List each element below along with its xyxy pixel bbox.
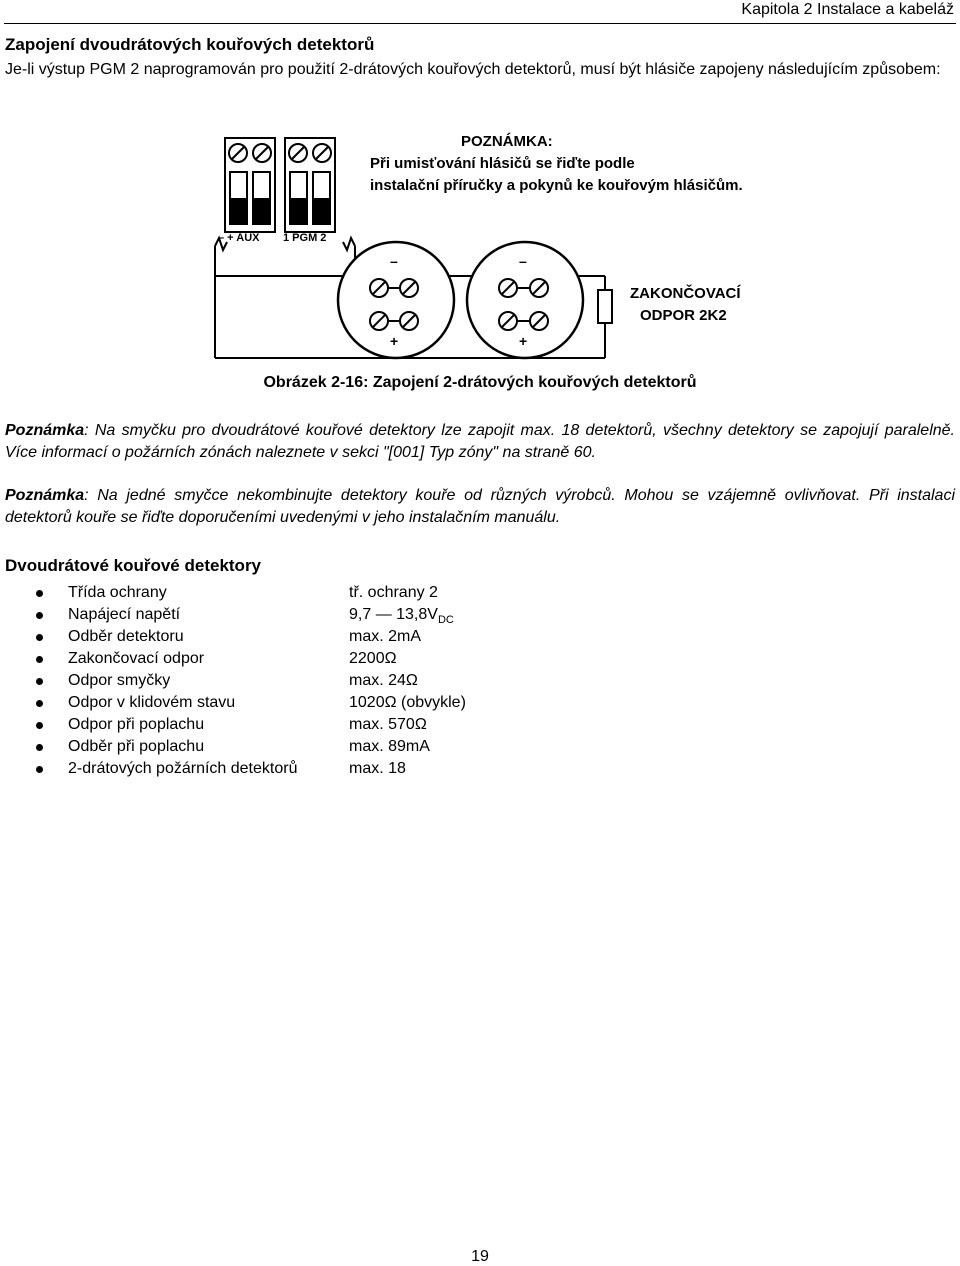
diagram-note-line-2: instalační příručky a pokynů ke kouřovým hlásičům. — [370, 177, 743, 194]
end-of-line-resistor — [598, 290, 612, 323]
detector-2-plus: + — [519, 333, 528, 349]
spec-item — [32, 736, 466, 758]
spec-label: Odpor při poplachu — [68, 716, 205, 733]
spec-value-main: 9,7 — 13,8V — [349, 606, 438, 623]
spec-value: tř. ochrany 2 — [349, 584, 438, 601]
aux-label: – + AUX — [218, 232, 260, 244]
pgm-terminal-block — [285, 138, 335, 232]
spec-label: Třída ochrany — [68, 584, 167, 601]
spec-item — [32, 648, 466, 670]
note-1-label: Poznámka — [5, 422, 85, 439]
resistor-label-2: ODPOR 2K2 — [640, 307, 727, 324]
spec-label: Odběr při poplachu — [68, 738, 205, 755]
spec-label: Odpor v klidovém stavu — [68, 694, 236, 711]
spec-item — [32, 604, 466, 626]
spec-item — [32, 758, 466, 780]
resistor-label-1: ZAKONČOVACÍ — [630, 285, 741, 302]
diagram-note-title: POZNÁMKA: — [461, 133, 553, 150]
aux-terminal-block — [225, 138, 275, 232]
detector-2-minus: – — [519, 253, 527, 269]
specs-list — [32, 582, 466, 780]
note-2-label: Poznámka — [5, 487, 85, 504]
wiring-diagram — [205, 128, 785, 368]
note-1-text: : Na smyčku pro dvoudrátové kouřové detektory lze zapojit max. 18 detektorů, všechny detektory se zapojují paralelně. Více informací o požárních zónách naleznete v sekci "[001] Typ zóny" na straně 60. — [5, 422, 955, 461]
figure-caption: Obrázek 2-16: Zapojení 2-drátových kouřových detektorů — [263, 374, 697, 391]
spec-value: max. 570Ω — [349, 716, 427, 733]
detector-1-minus: – — [390, 253, 398, 269]
smoke-detector-1 — [338, 242, 454, 358]
spec-label: Odběr detektoru — [68, 628, 184, 645]
specs-title: Dvoudrátové kouřové detektory — [5, 556, 262, 575]
spec-value-subscript: DC — [437, 614, 454, 627]
note-2-text: : Na jedné smyčce nekombinujte detektory kouře od různých výrobců. Mohou se vzájemně ovlivňovat. Při instalaci detektorů kouře se řiďte doporučeními uvedenými v jeho instalačním manuálu. — [5, 487, 955, 526]
spec-label: 2-drátových požárních detektorů — [68, 760, 298, 777]
pgm-label: 1 PGM 2 — [283, 232, 327, 244]
smoke-detector-2 — [467, 242, 583, 358]
spec-value: 2200Ω — [349, 650, 397, 667]
spec-value: 1020Ω (obvykle) — [349, 694, 466, 711]
spec-item — [32, 670, 466, 692]
spec-item — [32, 692, 466, 714]
note-1 — [5, 420, 955, 464]
spec-value: max. 89mA — [349, 738, 430, 755]
spec-value: max. 2mA — [349, 628, 422, 645]
intro-paragraph: Je-li výstup PGM 2 naprogramován pro použití 2-drátových kouřových detektorů, musí být hlásiče zapojeny následujícím způsobem: — [5, 61, 941, 78]
spec-label: Zakončovací odpor — [68, 650, 205, 667]
spec-item — [32, 626, 466, 648]
page-number: 19 — [471, 1248, 489, 1265]
chapter-header: Kapitola 2 Instalace a kabeláž — [741, 1, 954, 18]
spec-value: max. 24Ω — [349, 672, 418, 689]
header-divider — [4, 23, 956, 24]
spec-value: max. 18 — [349, 760, 406, 777]
spec-label: Napájecí napětí — [68, 606, 181, 623]
spec-item — [32, 582, 466, 604]
diagram-note-line-1: Při umisťování hlásičů se řiďte podle — [370, 155, 635, 172]
section-title: Zapojení dvoudrátových kouřových detektorů — [5, 35, 375, 54]
detector-1-plus: + — [390, 333, 399, 349]
note-2 — [5, 485, 955, 529]
spec-label: Odpor smyčky — [68, 672, 171, 689]
spec-item — [32, 714, 466, 736]
